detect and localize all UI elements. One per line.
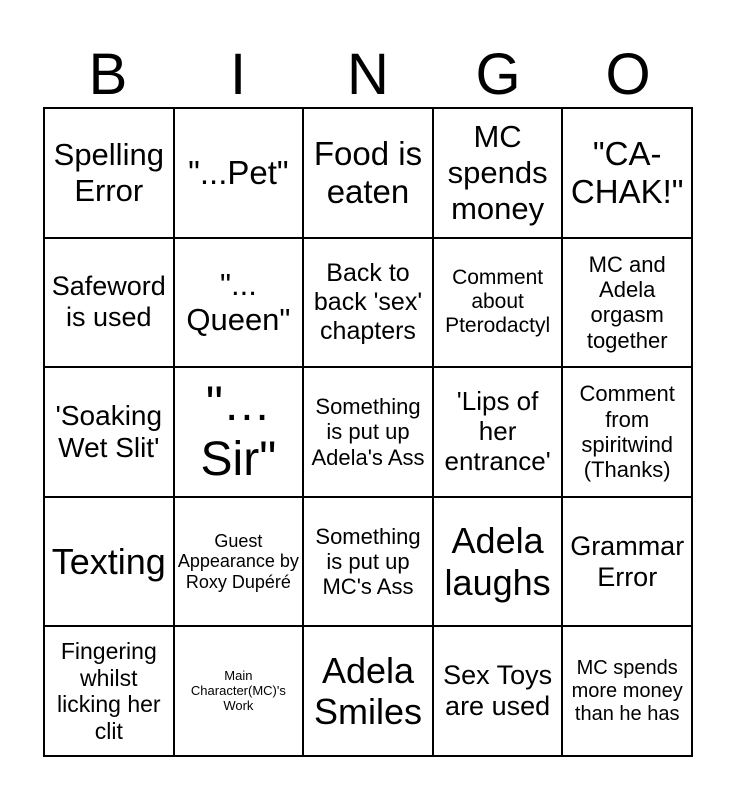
bingo-header (43, 44, 693, 106)
header-letter-n: N (347, 42, 389, 107)
bingo-cell[interactable]: Something is put up Adela's Ass (303, 367, 433, 497)
bingo-cell[interactable]: Texting (44, 497, 174, 627)
bingo-cell[interactable]: Something is put up MC's Ass (303, 497, 433, 627)
bingo-cell[interactable]: Food is eaten (303, 108, 433, 238)
bingo-cell[interactable]: Safeword is used (44, 238, 174, 368)
bingo-cell[interactable]: Grammar Error (562, 497, 692, 627)
bingo-cell[interactable]: Guest Appearance by Roxy Dupéré (174, 497, 304, 627)
bingo-cell[interactable]: Adela laughs (433, 497, 563, 627)
bingo-cell[interactable]: Main Character(MC)'s Work (174, 626, 304, 756)
bingo-cell[interactable]: Adela Smiles (303, 626, 433, 756)
bingo-cell[interactable]: Sex Toys are used (433, 626, 563, 756)
bingo-cell[interactable]: MC spends money (433, 108, 563, 238)
header-letter-i: I (229, 42, 247, 107)
bingo-cell[interactable]: "...Pet" (174, 108, 304, 238)
bingo-cell[interactable]: MC and Adela orgasm together (562, 238, 692, 368)
bingo-grid (43, 107, 693, 757)
bingo-cell[interactable]: Comment about Pterodactyl (433, 238, 563, 368)
bingo-cell[interactable]: 'Lips of her entrance' (433, 367, 563, 497)
bingo-cell[interactable]: 'Soaking Wet Slit' (44, 367, 174, 497)
bingo-cell[interactable]: MC spends more money than he has (562, 626, 692, 756)
bingo-cell[interactable]: Comment from spiritwind (Thanks) (562, 367, 692, 497)
header-letter-b: B (88, 42, 128, 107)
bingo-cell[interactable]: "CA-CHAK!" (562, 108, 692, 238)
bingo-cell[interactable]: "... Queen" (174, 238, 304, 368)
header-letter-g: G (475, 42, 521, 107)
bingo-cell[interactable]: Fingering whilst licking her clit (44, 626, 174, 756)
bingo-cell[interactable]: "… Sir" (174, 367, 304, 497)
bingo-cell[interactable]: Back to back 'sex' chapters (303, 238, 433, 368)
bingo-cell[interactable]: Spelling Error (44, 108, 174, 238)
header-letter-o: O (605, 42, 651, 107)
